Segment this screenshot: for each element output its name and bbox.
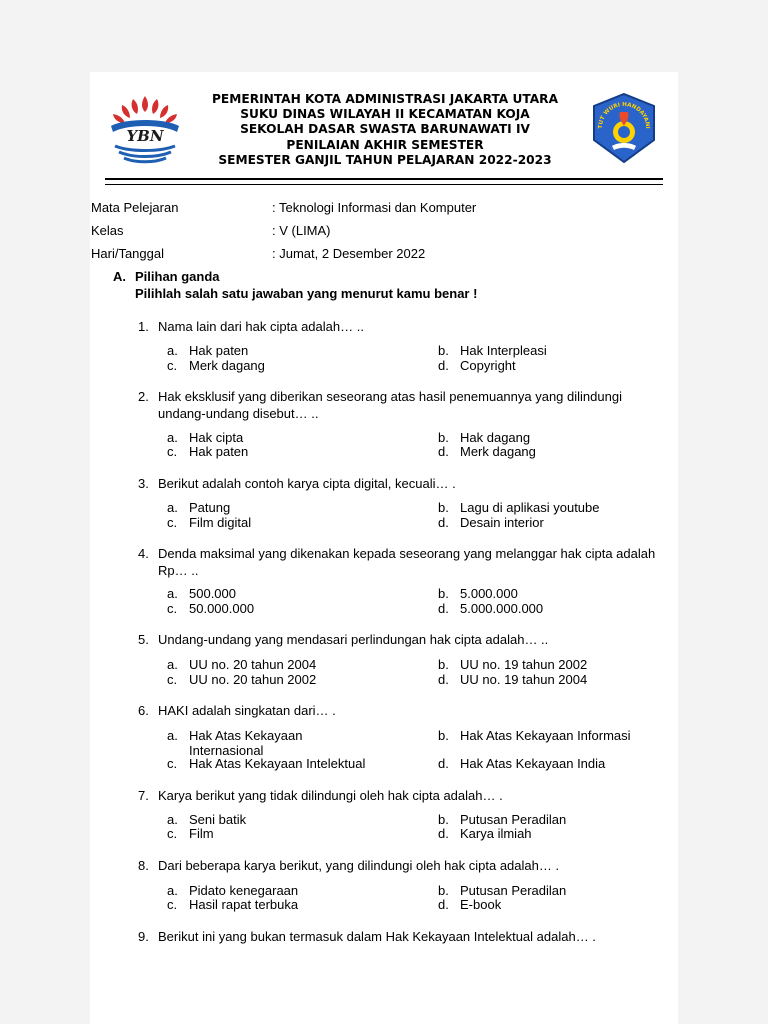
document-header [185, 92, 585, 168]
option-text: Hak dagang [460, 430, 531, 445]
question-text: Berikut adalah contoh karya cipta digital, kecuali… . [158, 476, 456, 491]
option-text: Film [189, 826, 214, 841]
option-letter: d. [438, 444, 449, 459]
option-letter: a. [167, 812, 178, 827]
tut-wuri-handayani-logo [588, 92, 660, 164]
option-letter: d. [438, 826, 449, 841]
option-letter: d. [438, 672, 449, 687]
option-letter: d. [438, 897, 449, 912]
header-line-3: SEKOLAH DASAR SWASTA BARUNAWATI IV [240, 122, 530, 137]
option-text: Hasil rapat terbuka [189, 897, 299, 912]
option-letter: c. [167, 601, 178, 616]
question-number: 6. [138, 703, 149, 718]
option-letter: a. [167, 430, 178, 445]
option-text: Hak paten [189, 343, 249, 358]
option-text: Hak Atas Kekayaan Intelektual [189, 756, 366, 771]
option-letter: a. [167, 657, 178, 672]
option-text: Merk dagang [189, 358, 265, 373]
option-text: Hak Atas Kekayaan Internasional [189, 728, 303, 758]
question-number: 8. [138, 858, 149, 873]
option-letter: d. [438, 515, 449, 530]
option-letter: d. [438, 756, 449, 771]
option-letter: a. [167, 586, 178, 601]
option-text: Pidato kenegaraan [189, 883, 299, 898]
section-instruction: Pilihlah salah satu jawaban yang menurut kamu benar ! [135, 286, 478, 301]
meta-value: : Teknologi Informasi dan Komputer [272, 200, 477, 215]
option-text: Patung [189, 500, 231, 515]
option-text: Desain interior [460, 515, 544, 530]
option-letter: c. [167, 358, 178, 373]
question-text: Berikut ini yang bukan termasuk dalam Hak Kekayaan Intelektual adalah… . [158, 929, 596, 944]
question-text: Nama lain dari hak cipta adalah… .. [158, 319, 364, 334]
option-letter: c. [167, 826, 178, 841]
option-text: Hak Interpleasi [460, 343, 547, 358]
option-letter: b. [438, 883, 449, 898]
option-letter: a. [167, 883, 178, 898]
meta-value: : V (LIMA) [272, 223, 331, 238]
option-letter: c. [167, 897, 178, 912]
option-text: Putusan Peradilan [460, 812, 567, 827]
option-letter: b. [438, 500, 449, 515]
option-text: 50.000.000 [189, 601, 255, 616]
option-text: UU no. 19 tahun 2004 [460, 672, 588, 687]
option-text: Hak Atas Kekayaan Informasi [460, 728, 631, 743]
section-letter: A. [113, 269, 126, 284]
header-line-2: SUKU DINAS WILAYAH II KECAMATAN KOJA [240, 107, 530, 122]
option-text: UU no. 19 tahun 2002 [460, 657, 588, 672]
option-letter: b. [438, 586, 449, 601]
question-text: Hak eksklusif yang diberikan seseorang atas hasil penemuannya yang dilindungi undang-undang disebut… .. [158, 389, 622, 421]
option-text: Merk dagang [460, 444, 536, 459]
header-line-4: PENILAIAN AKHIR SEMESTER [286, 137, 484, 152]
option-text: UU no. 20 tahun 2004 [189, 657, 317, 672]
option-letter: b. [438, 343, 449, 358]
svg-text:YBN: YBN [126, 127, 164, 145]
question-number: 3. [138, 476, 149, 491]
question-number: 2. [138, 389, 149, 404]
option-letter: d. [438, 601, 449, 616]
question-text: Karya berikut yang tidak dilindungi oleh hak cipta adalah… . [158, 788, 503, 803]
question-number: 7. [138, 788, 149, 803]
option-letter: a. [167, 728, 178, 743]
header-line-5: SEMESTER GANJIL TAHUN PELAJARAN 2022-2023 [218, 152, 552, 167]
option-text: UU no. 20 tahun 2002 [189, 672, 317, 687]
option-letter: a. [167, 343, 178, 358]
meta-label: Kelas [91, 223, 124, 238]
header-divider-thin [105, 184, 663, 185]
option-letter: b. [438, 728, 449, 743]
section-title: Pilihan ganda [135, 269, 220, 284]
option-letter: c. [167, 756, 178, 771]
option-text: Hak paten [189, 444, 249, 459]
option-text: 5.000.000 [460, 586, 518, 601]
school-logo [105, 90, 185, 170]
option-text: Copyright [460, 358, 516, 373]
question-text: Denda maksimal yang dikenakan kepada seseorang yang melanggar hak cipta adalah Rp… .. [158, 546, 656, 578]
option-text: 5.000.000.000 [460, 601, 544, 616]
option-letter: b. [438, 657, 449, 672]
option-text: Putusan Peradilan [460, 883, 567, 898]
header-divider-thick [105, 178, 663, 180]
option-text: 500.000 [189, 586, 236, 601]
option-letter: c. [167, 515, 178, 530]
meta-value: : Jumat, 2 Desember 2022 [272, 246, 426, 261]
option-text: Lagu di aplikasi youtube [460, 500, 600, 515]
question-number: 5. [138, 632, 149, 647]
header-line-1: PEMERINTAH KOTA ADMINISTRASI JAKARTA UTARA [211, 92, 558, 106]
question-number: 9. [138, 929, 149, 944]
question-number: 4. [138, 546, 149, 561]
option-letter: b. [438, 812, 449, 827]
option-letter: c. [167, 444, 178, 459]
svg-text:TUT WURI HANDAYANI: TUT WURI HANDAYANI [597, 101, 651, 129]
question-number: 1. [138, 319, 149, 334]
option-text: Seni batik [189, 812, 247, 827]
option-letter: c. [167, 672, 178, 687]
question-text: Undang-undang yang mendasari perlindungan hak cipta adalah… .. [158, 632, 549, 647]
option-text: Hak cipta [189, 430, 244, 445]
option-text: Film digital [189, 515, 252, 530]
meta-label: Mata Pelejaran [91, 200, 179, 215]
question-text: Dari beberapa karya berikut, yang dilindungi oleh hak cipta adalah… . [158, 858, 560, 873]
option-letter: a. [167, 500, 178, 515]
meta-label: Hari/Tanggal [91, 246, 164, 261]
question-text: HAKI adalah singkatan dari… . [158, 703, 336, 718]
option-text: Hak Atas Kekayaan India [460, 756, 606, 771]
option-letter: b. [438, 430, 449, 445]
option-letter: d. [438, 358, 449, 373]
option-text: E-book [460, 897, 502, 912]
option-text: Karya ilmiah [460, 826, 532, 841]
